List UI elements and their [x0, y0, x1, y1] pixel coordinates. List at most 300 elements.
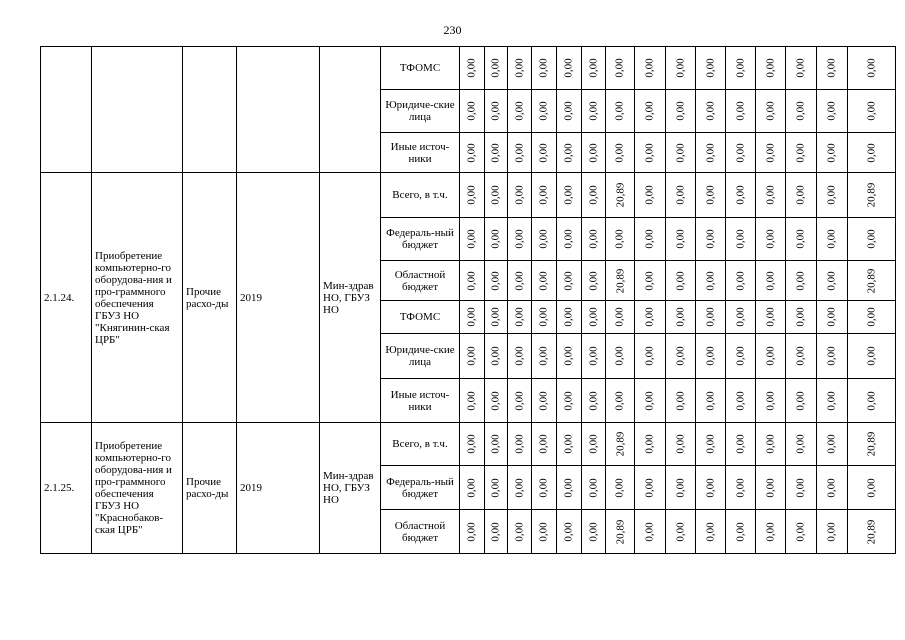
- value-text: 0,00: [704, 58, 717, 78]
- value-cell: [582, 334, 606, 379]
- value-cell: [726, 133, 756, 173]
- value-cell: [726, 301, 756, 334]
- value-text: 0,00: [674, 521, 687, 542]
- value-cell: [848, 173, 896, 218]
- value-cell: [635, 90, 666, 133]
- value-text: 0,00: [563, 185, 575, 205]
- value-text: 0,00: [563, 390, 575, 411]
- value-cell: [756, 90, 786, 133]
- value-cell: [666, 133, 696, 173]
- value-cell: [756, 466, 786, 510]
- value-text: 0,00: [795, 477, 807, 498]
- value-text: 0,00: [826, 346, 838, 366]
- value-cell: [817, 334, 848, 379]
- value-text: 0,00: [704, 270, 717, 291]
- funding-source: ТФОМС: [381, 301, 460, 334]
- value-cell: [726, 423, 756, 466]
- value-text: 0,00: [674, 307, 687, 327]
- value-cell: [848, 301, 896, 334]
- value-cell: [606, 379, 635, 423]
- value-cell: [666, 379, 696, 423]
- item-code: [41, 47, 92, 173]
- value-cell: [532, 133, 557, 173]
- value-cell: [606, 466, 635, 510]
- value-cell: [786, 133, 817, 173]
- value-text: 0,00: [734, 229, 747, 249]
- value-cell: [726, 510, 756, 554]
- value-cell: [817, 47, 848, 90]
- value-cell: [756, 510, 786, 554]
- value-text: 0,00: [764, 185, 777, 205]
- value-text: 0,00: [644, 346, 656, 366]
- value-cell: [582, 379, 606, 423]
- funding-source: Иные источ-ники: [381, 133, 460, 173]
- value-text: 0,00: [538, 434, 550, 454]
- value-cell: [786, 423, 817, 466]
- value-cell: [696, 218, 726, 261]
- value-text: 0,00: [466, 307, 478, 327]
- value-text: 0,00: [734, 185, 747, 205]
- value-cell: [848, 466, 896, 510]
- value-text: 0,00: [563, 270, 575, 291]
- value-cell: [557, 218, 582, 261]
- value-text: 20,89: [614, 182, 626, 208]
- value-cell: [817, 466, 848, 510]
- value-text: 0,00: [764, 270, 777, 291]
- value-text: 0,00: [764, 101, 777, 121]
- value-cell: [508, 466, 532, 510]
- value-cell: [696, 133, 726, 173]
- value-text: 0,00: [513, 270, 526, 291]
- value-cell: [606, 218, 635, 261]
- value-text: 0,00: [513, 307, 526, 327]
- value-text: 0,00: [513, 521, 526, 542]
- value-text: 0,00: [734, 390, 747, 411]
- value-cell: [557, 90, 582, 133]
- value-cell: [817, 379, 848, 423]
- value-cell: [606, 173, 635, 218]
- value-text: 0,00: [587, 307, 600, 327]
- value-cell: [786, 90, 817, 133]
- value-text: 0,00: [764, 307, 777, 327]
- value-cell: [508, 261, 532, 301]
- value-cell: [582, 173, 606, 218]
- value-text: 0,00: [826, 229, 838, 249]
- value-cell: [460, 218, 485, 261]
- value-cell: [635, 423, 666, 466]
- value-cell: [606, 334, 635, 379]
- expense-type: Прочие расхо-ды: [183, 173, 237, 423]
- value-cell: [582, 423, 606, 466]
- value-cell: [635, 301, 666, 334]
- value-text: 0,00: [490, 434, 502, 454]
- value-cell: [848, 261, 896, 301]
- value-text: 0,00: [865, 346, 878, 366]
- value-cell: [666, 423, 696, 466]
- value-cell: [532, 218, 557, 261]
- value-cell: [557, 379, 582, 423]
- value-cell: [508, 301, 532, 334]
- value-text: 0,00: [826, 307, 838, 327]
- value-text: 0,00: [826, 270, 838, 291]
- value-text: 0,00: [587, 142, 600, 163]
- value-cell: [485, 466, 508, 510]
- value-text: 0,00: [674, 185, 687, 205]
- value-cell: [532, 47, 557, 90]
- value-text: 0,00: [466, 229, 478, 249]
- value-cell: [786, 379, 817, 423]
- value-cell: [696, 261, 726, 301]
- value-text: 0,00: [587, 229, 600, 249]
- value-cell: [508, 90, 532, 133]
- value-text: 0,00: [764, 521, 777, 542]
- funding-source: Федераль-ный бюджет: [381, 466, 460, 510]
- value-text: 0,00: [865, 142, 878, 163]
- value-text: 0,00: [674, 477, 687, 498]
- value-text: 0,00: [865, 101, 878, 121]
- value-cell: [786, 173, 817, 218]
- value-text: 0,00: [490, 346, 502, 366]
- value-text: 0,00: [865, 307, 878, 327]
- value-cell: [485, 423, 508, 466]
- value-cell: [817, 133, 848, 173]
- value-text: 0,00: [563, 142, 575, 163]
- value-cell: [508, 218, 532, 261]
- value-cell: [557, 466, 582, 510]
- value-text: 0,00: [587, 390, 600, 411]
- value-text: 0,00: [704, 307, 717, 327]
- value-cell: [817, 173, 848, 218]
- value-text: 0,00: [538, 521, 550, 542]
- value-cell: [582, 466, 606, 510]
- item-year: 2019: [237, 423, 320, 554]
- value-cell: [848, 90, 896, 133]
- value-text: 0,00: [674, 390, 687, 411]
- value-text: 0,00: [826, 185, 838, 205]
- value-text: 0,00: [704, 185, 717, 205]
- value-text: 0,00: [466, 185, 478, 205]
- value-text: 0,00: [513, 142, 526, 163]
- value-text: 20,89: [614, 268, 626, 293]
- value-cell: [817, 90, 848, 133]
- value-cell: [696, 47, 726, 90]
- value-text: 0,00: [644, 390, 656, 411]
- value-text: 0,00: [466, 270, 478, 291]
- value-cell: [532, 423, 557, 466]
- value-text: 0,00: [587, 521, 600, 542]
- value-cell: [696, 466, 726, 510]
- value-cell: [696, 510, 726, 554]
- value-cell: [485, 261, 508, 301]
- value-cell: [786, 466, 817, 510]
- value-text: 0,00: [764, 229, 777, 249]
- value-cell: [635, 47, 666, 90]
- value-text: 0,00: [826, 58, 838, 78]
- value-cell: [606, 47, 635, 90]
- value-text: 0,00: [563, 307, 575, 327]
- value-cell: [606, 510, 635, 554]
- value-cell: [606, 301, 635, 334]
- value-cell: [696, 379, 726, 423]
- value-cell: [848, 379, 896, 423]
- value-cell: [460, 510, 485, 554]
- value-text: 0,00: [704, 521, 717, 542]
- value-text: 0,00: [513, 434, 526, 454]
- value-text: 0,00: [466, 142, 478, 163]
- value-text: 0,00: [587, 434, 600, 454]
- value-cell: [557, 173, 582, 218]
- value-text: 0,00: [466, 58, 478, 78]
- value-cell: [786, 334, 817, 379]
- value-cell: [557, 510, 582, 554]
- value-text: 0,00: [674, 58, 687, 78]
- table-row: [41, 423, 896, 466]
- value-cell: [508, 510, 532, 554]
- value-cell: [635, 334, 666, 379]
- value-cell: [817, 301, 848, 334]
- value-cell: [726, 379, 756, 423]
- item-year: [237, 47, 320, 173]
- value-text: 0,00: [563, 346, 575, 366]
- expense-type: [183, 47, 237, 173]
- value-text: 0,00: [563, 434, 575, 454]
- value-cell: [485, 510, 508, 554]
- funding-source: Федераль-ный бюджет: [381, 218, 460, 261]
- value-text: 0,00: [795, 521, 807, 542]
- value-cell: [817, 423, 848, 466]
- value-text: 0,00: [490, 390, 502, 411]
- value-cell: [485, 173, 508, 218]
- value-text: 0,00: [734, 477, 747, 498]
- value-cell: [756, 423, 786, 466]
- value-text: 0,00: [865, 229, 878, 249]
- value-cell: [508, 334, 532, 379]
- item-description: [92, 47, 183, 173]
- value-text: 0,00: [490, 58, 502, 78]
- value-text: 0,00: [644, 101, 656, 121]
- value-cell: [508, 379, 532, 423]
- value-cell: [460, 334, 485, 379]
- value-cell: [635, 379, 666, 423]
- value-text: 0,00: [764, 58, 777, 78]
- value-text: 0,00: [490, 270, 502, 291]
- value-cell: [817, 261, 848, 301]
- value-text: 0,00: [644, 307, 656, 327]
- value-text: 0,00: [490, 185, 502, 205]
- value-cell: [635, 466, 666, 510]
- value-text: 0,00: [734, 307, 747, 327]
- value-text: 0,00: [704, 434, 717, 454]
- value-cell: [606, 261, 635, 301]
- value-text: 0,00: [734, 270, 747, 291]
- value-cell: [460, 379, 485, 423]
- value-cell: [557, 301, 582, 334]
- value-text: 0,00: [826, 477, 838, 498]
- value-cell: [532, 173, 557, 218]
- value-cell: [696, 301, 726, 334]
- value-text: 0,00: [538, 185, 550, 205]
- value-cell: [666, 218, 696, 261]
- value-cell: [848, 334, 896, 379]
- value-cell: [726, 218, 756, 261]
- value-cell: [666, 510, 696, 554]
- value-cell: [532, 334, 557, 379]
- value-cell: [696, 334, 726, 379]
- value-cell: [666, 466, 696, 510]
- value-text: 0,00: [614, 142, 626, 163]
- table-row: [41, 47, 896, 90]
- value-text: 0,00: [538, 229, 550, 249]
- funding-source: Иные источ-ники: [381, 379, 460, 423]
- value-text: 0,00: [538, 477, 550, 498]
- value-cell: [460, 301, 485, 334]
- value-cell: [786, 301, 817, 334]
- funding-source: Юридиче-ские лица: [381, 334, 460, 379]
- value-cell: [666, 90, 696, 133]
- value-cell: [635, 133, 666, 173]
- value-cell: [557, 423, 582, 466]
- value-text: 0,00: [513, 229, 526, 249]
- expense-type: Прочие расхо-ды: [183, 423, 237, 554]
- value-text: 0,00: [674, 229, 687, 249]
- value-cell: [460, 173, 485, 218]
- funding-source: Юридиче-ские лица: [381, 90, 460, 133]
- value-cell: [696, 423, 726, 466]
- value-text: 0,00: [764, 477, 777, 498]
- value-cell: [460, 423, 485, 466]
- value-cell: [532, 90, 557, 133]
- value-text: 0,00: [674, 142, 687, 163]
- value-cell: [726, 334, 756, 379]
- value-cell: [756, 261, 786, 301]
- value-text: 0,00: [563, 477, 575, 498]
- value-cell: [786, 47, 817, 90]
- value-text: 0,00: [795, 185, 807, 205]
- value-cell: [635, 261, 666, 301]
- value-cell: [635, 173, 666, 218]
- item-code: 2.1.24.: [41, 173, 92, 423]
- funding-source: Областной бюджет: [381, 261, 460, 301]
- value-cell: [848, 423, 896, 466]
- value-cell: [485, 379, 508, 423]
- value-text: 0,00: [587, 185, 600, 205]
- value-text: 0,00: [795, 229, 807, 249]
- value-text: 0,00: [704, 390, 717, 411]
- value-text: 0,00: [644, 185, 656, 205]
- value-text: 0,00: [538, 390, 550, 411]
- value-text: 0,00: [826, 142, 838, 163]
- value-cell: [848, 133, 896, 173]
- value-text: 0,00: [513, 390, 526, 411]
- value-text: 0,00: [826, 521, 838, 542]
- value-cell: [485, 218, 508, 261]
- value-cell: [582, 133, 606, 173]
- value-cell: [666, 301, 696, 334]
- value-cell: [508, 173, 532, 218]
- value-text: 0,00: [865, 58, 878, 78]
- item-description: Приобретение компьютерно-го оборудова-ния и про-граммного обеспечения ГБУЗ НО "Краснобаков-ская ЦРБ": [92, 423, 183, 554]
- value-text: 0,00: [644, 142, 656, 163]
- value-cell: [726, 466, 756, 510]
- value-cell: [848, 510, 896, 554]
- value-cell: [582, 218, 606, 261]
- value-cell: [557, 334, 582, 379]
- value-text: 0,00: [614, 58, 626, 78]
- value-text: 0,00: [513, 58, 526, 78]
- value-cell: [508, 133, 532, 173]
- value-cell: [582, 261, 606, 301]
- table-body: [41, 47, 896, 554]
- value-text: 0,00: [513, 185, 526, 205]
- value-text: 0,00: [644, 477, 656, 498]
- value-cell: [756, 173, 786, 218]
- value-text: 0,00: [674, 101, 687, 121]
- value-text: 0,00: [490, 477, 502, 498]
- value-cell: [532, 466, 557, 510]
- value-text: 0,00: [764, 434, 777, 454]
- value-cell: [460, 47, 485, 90]
- value-cell: [756, 47, 786, 90]
- value-text: 20,89: [865, 519, 878, 544]
- value-text: 0,00: [538, 101, 550, 121]
- value-text: 0,00: [466, 477, 478, 498]
- value-cell: [786, 510, 817, 554]
- value-text: 0,00: [538, 346, 550, 366]
- value-text: 0,00: [614, 229, 626, 249]
- value-cell: [532, 510, 557, 554]
- value-cell: [460, 466, 485, 510]
- value-cell: [485, 133, 508, 173]
- value-text: 0,00: [826, 101, 838, 121]
- value-text: 0,00: [614, 101, 626, 121]
- value-cell: [460, 133, 485, 173]
- value-text: 20,89: [865, 431, 878, 457]
- value-cell: [666, 334, 696, 379]
- budget-table: [40, 46, 896, 554]
- value-text: 0,00: [795, 101, 807, 121]
- value-cell: [582, 47, 606, 90]
- value-cell: [532, 379, 557, 423]
- value-cell: [756, 334, 786, 379]
- value-text: 0,00: [704, 101, 717, 121]
- value-text: 0,00: [490, 142, 502, 163]
- value-cell: [848, 218, 896, 261]
- value-text: 0,00: [513, 101, 526, 121]
- value-cell: [508, 423, 532, 466]
- value-cell: [756, 133, 786, 173]
- value-cell: [635, 510, 666, 554]
- value-cell: [756, 379, 786, 423]
- value-cell: [557, 133, 582, 173]
- value-text: 0,00: [563, 229, 575, 249]
- value-cell: [726, 173, 756, 218]
- value-cell: [817, 218, 848, 261]
- value-text: 0,00: [826, 434, 838, 454]
- value-cell: [508, 47, 532, 90]
- value-cell: [532, 301, 557, 334]
- value-text: 0,00: [795, 270, 807, 291]
- value-text: 0,00: [674, 270, 687, 291]
- value-cell: [786, 218, 817, 261]
- value-cell: [756, 301, 786, 334]
- value-text: 0,00: [734, 142, 747, 163]
- value-cell: [817, 510, 848, 554]
- value-text: 0,00: [490, 307, 502, 327]
- value-cell: [726, 47, 756, 90]
- value-cell: [606, 423, 635, 466]
- value-text: 0,00: [764, 346, 777, 366]
- value-text: 0,00: [764, 142, 777, 163]
